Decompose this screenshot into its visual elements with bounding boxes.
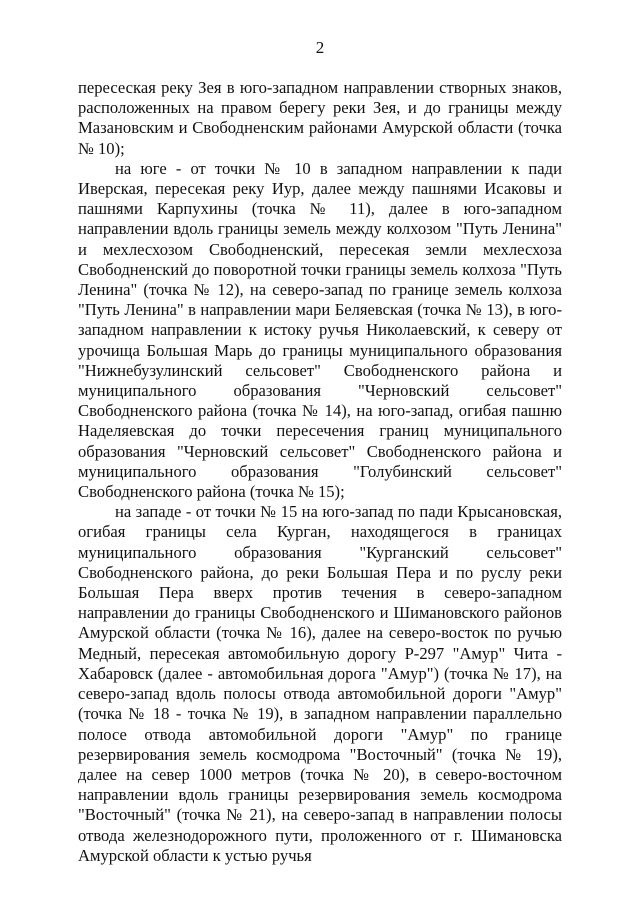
paragraph-south-boundary: на юге - от точки № 10 в западном направлении к пади Иверская, пересекая реку Иур, далее между пашнями Исаковы и пашнями Карпухины (точка № 11), далее в юго-западном направлении вдоль границы земель между колхозом "Путь Ленина" и мехлесхозом Свободненский, пересекая земли мехлесхоза Свободненский до поворотной точки границы земель колхоза "Путь Ленина" (точка № 12), на северо-запад по границе земель колхоза "Путь Ленина" в направлении мари Беляевская (точка № 13), в юго-западном направлении к истоку ручья Николаевский, к северу от урочища Большая Марь до границы муниципального образования "Нижнебузулинский сельсовет" Свободненского района и муниципального образования "Черновский сельсовет" Свободненского района (точка № 14), на юго-запад, огибая пашню Наделяевская до точки пересечения границ муниципального образования "Черновский сельсовет" Свободненского района и муниципального образования "Голубинский сельсовет" Свободненского района (точка № 15);	[78, 158, 562, 502]
document-body	[78, 78, 562, 866]
page-number: 2	[315, 38, 325, 57]
paragraph-continuation: пересеская реку Зея в юго-западном направлении створных знаков, расположенных на правом берегу реки Зея, и до границы между Мазановским и Свободненским районами Амурской области (точка № 10);	[78, 78, 562, 158]
paragraph-west-boundary: на западе - от точки № 15 на юго-запад по пади Крысановская, огибая границы села Курган, находящегося в границах муниципального образования "Курганский сельсовет" Свободненского района, до реки Большая Пера и по руслу реки Большая Пера вверх против течения в северо-западном направлении до границы Свободненского и Шимановского районов Амурской области (точка № 16), далее на северо-восток по ручью Медный, пересекая автомобильную дорогу Р-297 "Амур" Чита - Хабаровск (далее - автомобильная дорога "Амур") (точка № 17), на северо-запад вдоль полосы отвода автомобильной дороги "Амур" (точка № 18 - точка № 19), в западном направлении параллельно полосе отвода автомобильной дороги "Амур" по границе резервирования земель космодрома "Восточный" (точка № 19), далее на север 1000 метров (точка № 20), в северо-восточном направлении вдоль границы резервирования земель космодрома "Восточный" (точка № 21), на северо-запад в направлении полосы отвода железнодорожного пути, проложенного от г. Шимановска Амурской области к устью ручья	[78, 502, 562, 865]
